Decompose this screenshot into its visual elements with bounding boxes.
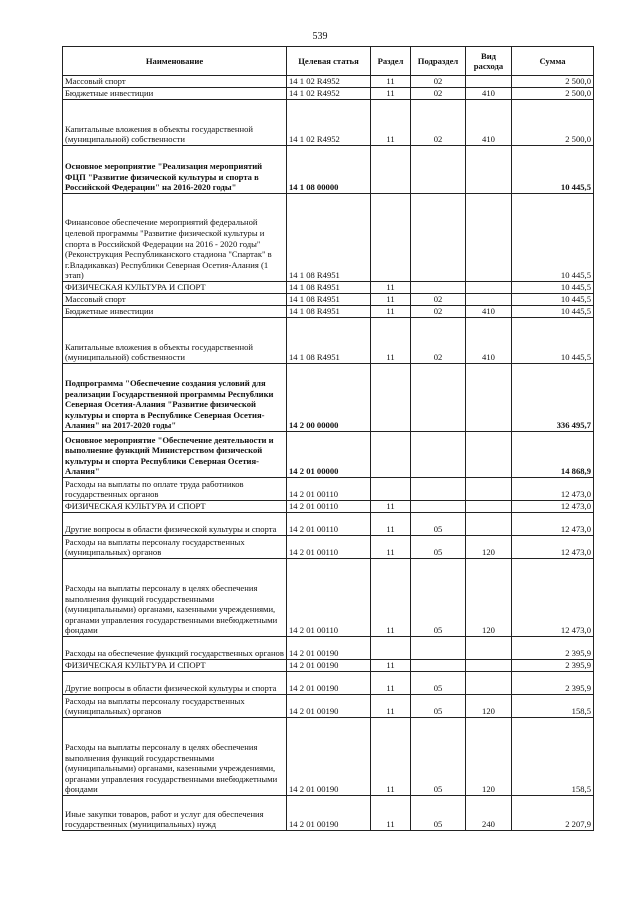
table-cell-name: Другие вопросы в области физической культуры и спорта xyxy=(63,672,287,695)
column-header-target-article: Целевая статья xyxy=(287,47,371,76)
table-cell-sum: 2 207,9 xyxy=(512,796,594,831)
table-cell-expense-type: 120 xyxy=(466,695,512,718)
table-cell-subsection xyxy=(411,282,466,294)
table-row xyxy=(63,146,594,194)
table-row xyxy=(63,796,594,831)
table-cell-subsection xyxy=(411,637,466,660)
table-cell-section: 11 xyxy=(371,100,411,146)
table-cell-target-article: 14 1 08 00000 xyxy=(287,146,371,194)
table-cell-sum: 10 445,5 xyxy=(512,294,594,306)
table-cell-target-article: 14 1 08 R4951 xyxy=(287,194,371,282)
table-cell-subsection xyxy=(411,478,466,501)
table-cell-name: Основное мероприятие "Реализация мероприятий ФЦП "Развитие физической культуры и спорта в Российской Федерации" на 2016-2020 годы" xyxy=(63,146,287,194)
table-cell-section xyxy=(371,146,411,194)
table-row xyxy=(63,559,594,637)
table-cell-target-article: 14 2 01 00110 xyxy=(287,478,371,501)
table-cell-sum: 10 445,5 xyxy=(512,146,594,194)
table-row xyxy=(63,364,594,432)
table-cell-name: Расходы на выплаты персоналу государственных (муниципальных) органов xyxy=(63,695,287,718)
table-cell-name: Основное мероприятие "Обеспечение деятельности и выполнение функций Министерством физической культуры и спорта Республики Северная Осетия-Алания" xyxy=(63,432,287,478)
table-cell-expense-type xyxy=(466,660,512,672)
column-header-section: Раздел xyxy=(371,47,411,76)
table-cell-expense-type xyxy=(466,76,512,88)
table-cell-subsection xyxy=(411,194,466,282)
table-cell-subsection: 05 xyxy=(411,796,466,831)
table-cell-sum: 12 473,0 xyxy=(512,501,594,513)
column-header-sum: Сумма xyxy=(512,47,594,76)
table-cell-target-article: 14 2 01 00190 xyxy=(287,637,371,660)
table-cell-subsection: 02 xyxy=(411,306,466,318)
table-cell-subsection: 02 xyxy=(411,100,466,146)
table-cell-name: Капитальные вложения в объекты государственной (муниципальной) собственности xyxy=(63,318,287,364)
table-cell-section: 11 xyxy=(371,513,411,536)
table-cell-subsection: 05 xyxy=(411,718,466,796)
table-cell-target-article: 14 1 08 R4951 xyxy=(287,294,371,306)
table-cell-expense-type xyxy=(466,432,512,478)
table-cell-sum: 12 473,0 xyxy=(512,478,594,501)
table-cell-expense-type xyxy=(466,282,512,294)
budget-table xyxy=(62,46,594,831)
table-cell-section xyxy=(371,364,411,432)
table-cell-subsection xyxy=(411,501,466,513)
table-cell-section: 11 xyxy=(371,672,411,695)
table-cell-sum: 10 445,5 xyxy=(512,318,594,364)
table-row xyxy=(63,318,594,364)
table-row xyxy=(63,294,594,306)
table-cell-section: 11 xyxy=(371,536,411,559)
table-cell-sum: 2 395,9 xyxy=(512,637,594,660)
table-cell-subsection xyxy=(411,364,466,432)
table-cell-subsection: 05 xyxy=(411,513,466,536)
table-row xyxy=(63,282,594,294)
table-row xyxy=(63,88,594,100)
table-cell-sum: 336 495,7 xyxy=(512,364,594,432)
table-row xyxy=(63,660,594,672)
table-cell-subsection: 05 xyxy=(411,536,466,559)
column-header-expense-type: Вид расхода xyxy=(466,47,512,76)
table-cell-expense-type xyxy=(466,513,512,536)
table-cell-sum: 12 473,0 xyxy=(512,513,594,536)
table-cell-target-article: 14 1 02 R4952 xyxy=(287,100,371,146)
table-cell-name: Финансовое обеспечение мероприятий федеральной целевой программы "Развитие физической культуры и спорта в Российской Федерации на 2016 - 2020 годы" (Реконструкция Республиканского стадиона "Спартак" в г.Владикавказ) Республики Северная Осетия-Алания (1 этап) xyxy=(63,194,287,282)
table-cell-section: 11 xyxy=(371,88,411,100)
table-cell-target-article: 14 1 02 R4952 xyxy=(287,88,371,100)
table-cell-sum: 2 500,0 xyxy=(512,88,594,100)
table-cell-name: Иные закупки товаров, работ и услуг для обеспечения государственных (муниципальных) нужд xyxy=(63,796,287,831)
table-cell-name: Подпрограмма "Обеспечение создания условий для реализации Государственной программы Республики Северная Осетия-Алания "Развитие физической культуры и спорта в Республике Северная Осетия-Алания" на 2017-2020 годы" xyxy=(63,364,287,432)
table-cell-sum: 158,5 xyxy=(512,718,594,796)
table-cell-expense-type xyxy=(466,478,512,501)
table-header-row xyxy=(63,47,594,76)
table-cell-expense-type xyxy=(466,294,512,306)
table-cell-sum: 2 395,9 xyxy=(512,660,594,672)
table-cell-expense-type: 120 xyxy=(466,559,512,637)
table-cell-expense-type xyxy=(466,146,512,194)
table-cell-subsection: 05 xyxy=(411,559,466,637)
table-cell-target-article: 14 2 01 00190 xyxy=(287,660,371,672)
table-cell-target-article: 14 2 01 00000 xyxy=(287,432,371,478)
table-row xyxy=(63,718,594,796)
table-cell-sum: 12 473,0 xyxy=(512,559,594,637)
table-cell-target-article: 14 1 08 R4951 xyxy=(287,318,371,364)
table-cell-name: Другие вопросы в области физической культуры и спорта xyxy=(63,513,287,536)
table-cell-sum: 2 500,0 xyxy=(512,76,594,88)
table-cell-expense-type xyxy=(466,637,512,660)
table-cell-name: Массовый спорт xyxy=(63,76,287,88)
table-cell-subsection xyxy=(411,146,466,194)
table-cell-target-article: 14 2 01 00110 xyxy=(287,536,371,559)
table-cell-expense-type: 410 xyxy=(466,318,512,364)
table-cell-subsection: 05 xyxy=(411,672,466,695)
table-cell-section: 11 xyxy=(371,282,411,294)
table-row xyxy=(63,478,594,501)
table-cell-name: Бюджетные инвестиции xyxy=(63,306,287,318)
table-cell-expense-type: 120 xyxy=(466,718,512,796)
table-cell-sum: 14 868,9 xyxy=(512,432,594,478)
table-cell-subsection: 02 xyxy=(411,88,466,100)
table-cell-section xyxy=(371,194,411,282)
table-row xyxy=(63,501,594,513)
table-cell-target-article: 14 2 01 00110 xyxy=(287,501,371,513)
table-cell-subsection: 02 xyxy=(411,294,466,306)
table-cell-target-article: 14 1 02 R4952 xyxy=(287,76,371,88)
table-cell-sum: 158,5 xyxy=(512,695,594,718)
table-cell-expense-type: 410 xyxy=(466,100,512,146)
table-row xyxy=(63,100,594,146)
table-cell-name: ФИЗИЧЕСКАЯ КУЛЬТУРА И СПОРТ xyxy=(63,282,287,294)
table-cell-expense-type xyxy=(466,194,512,282)
table-cell-expense-type xyxy=(466,672,512,695)
table-cell-section: 11 xyxy=(371,501,411,513)
table-row xyxy=(63,695,594,718)
column-header-name: Наименование xyxy=(63,47,287,76)
table-cell-name: Расходы на выплаты персоналу в целях обеспечения выполнения функций государственными (муниципальными) органами, казенными учреждениями, органами управления государственными внебюджетными фондами xyxy=(63,718,287,796)
table-cell-subsection xyxy=(411,660,466,672)
table-cell-section: 11 xyxy=(371,76,411,88)
table-cell-section xyxy=(371,478,411,501)
table-cell-sum: 2 500,0 xyxy=(512,100,594,146)
table-cell-target-article: 14 2 01 00190 xyxy=(287,695,371,718)
table-cell-expense-type xyxy=(466,364,512,432)
table-cell-target-article: 14 2 01 00110 xyxy=(287,513,371,536)
table-cell-target-article: 14 2 01 00190 xyxy=(287,796,371,831)
table-cell-sum: 10 445,5 xyxy=(512,306,594,318)
table-row xyxy=(63,432,594,478)
table-cell-target-article: 14 1 08 R4951 xyxy=(287,306,371,318)
table-cell-expense-type: 240 xyxy=(466,796,512,831)
table-cell-name: Расходы на выплаты персоналу в целях обеспечения выполнения функций государственными (муниципальными) органами, казенными учреждениями, органами управления государственными внебюджетными фондами xyxy=(63,559,287,637)
table-cell-name: Капитальные вложения в объекты государственной (муниципальной) собственности xyxy=(63,100,287,146)
table-row xyxy=(63,76,594,88)
table-cell-sum: 12 473,0 xyxy=(512,536,594,559)
table-cell-subsection: 02 xyxy=(411,318,466,364)
table-cell-subsection xyxy=(411,432,466,478)
table-row xyxy=(63,513,594,536)
table-row xyxy=(63,637,594,660)
table-cell-name: ФИЗИЧЕСКАЯ КУЛЬТУРА И СПОРТ xyxy=(63,501,287,513)
table-cell-section: 11 xyxy=(371,796,411,831)
table-cell-name: Расходы на выплаты по оплате труда работников государственных органов xyxy=(63,478,287,501)
table-cell-name: ФИЗИЧЕСКАЯ КУЛЬТУРА И СПОРТ xyxy=(63,660,287,672)
table-cell-name: Массовый спорт xyxy=(63,294,287,306)
page-number: 539 xyxy=(312,31,328,42)
table-cell-name: Бюджетные инвестиции xyxy=(63,88,287,100)
table-cell-section: 11 xyxy=(371,695,411,718)
table-cell-section: 11 xyxy=(371,559,411,637)
table-row xyxy=(63,194,594,282)
table-cell-expense-type: 410 xyxy=(466,88,512,100)
column-header-subsection: Подраздел xyxy=(411,47,466,76)
table-cell-expense-type: 120 xyxy=(466,536,512,559)
table-cell-section: 11 xyxy=(371,318,411,364)
table-cell-name: Расходы на обеспечение функций государственных органов xyxy=(63,637,287,660)
table-cell-section: 11 xyxy=(371,306,411,318)
table-cell-section xyxy=(371,637,411,660)
table-row xyxy=(63,306,594,318)
table-cell-expense-type xyxy=(466,501,512,513)
table-cell-sum: 10 445,5 xyxy=(512,194,594,282)
table-cell-section: 11 xyxy=(371,294,411,306)
table-cell-section: 11 xyxy=(371,660,411,672)
table-cell-section xyxy=(371,432,411,478)
table-cell-subsection: 05 xyxy=(411,695,466,718)
table-cell-target-article: 14 2 01 00190 xyxy=(287,672,371,695)
table-row xyxy=(63,536,594,559)
table-cell-name: Расходы на выплаты персоналу государственных (муниципальных) органов xyxy=(63,536,287,559)
table-cell-sum: 2 395,9 xyxy=(512,672,594,695)
table-cell-section: 11 xyxy=(371,718,411,796)
table-cell-target-article: 14 2 01 00190 xyxy=(287,718,371,796)
table-cell-target-article: 14 1 08 R4951 xyxy=(287,282,371,294)
table-cell-sum: 10 445,5 xyxy=(512,282,594,294)
table-cell-subsection: 02 xyxy=(411,76,466,88)
table-row xyxy=(63,672,594,695)
table-cell-expense-type: 410 xyxy=(466,306,512,318)
table-cell-target-article: 14 2 00 00000 xyxy=(287,364,371,432)
table-cell-target-article: 14 2 01 00110 xyxy=(287,559,371,637)
